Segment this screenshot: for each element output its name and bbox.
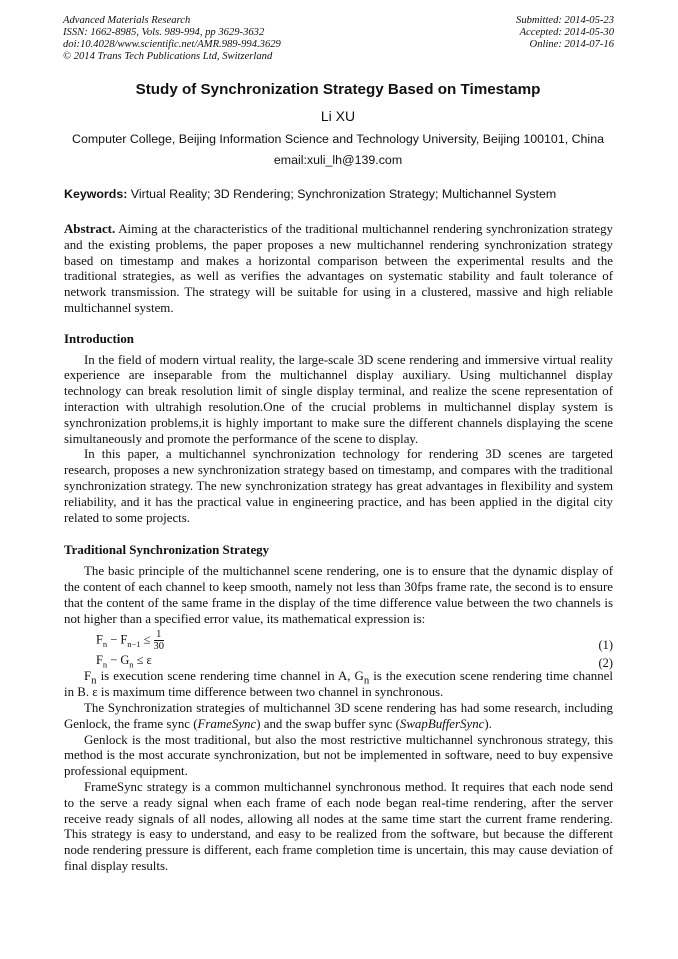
issn-line: ISSN: 1662-8985, Vols. 989-994, pp 3629-3632 — [63, 27, 265, 38]
equation-1 — [64, 627, 613, 651]
submission-dates — [516, 15, 614, 51]
abstract — [64, 222, 613, 317]
keywords — [64, 187, 624, 202]
traditional-paragraph-5: FrameSync strategy is a common multichannel synchronous method. It requires that each node send to the serve a ready signal when each frame of each node began real-time rendering, after the server receive ready signals of all nodes, allowing all nodes at the same time start the current frame rendering. This strategy is easy to understand, and easy to be realized from the software, but because the different node rendering pressure is different, each frame completion time is uncertain, this may cause deviation of final display results. — [64, 779, 613, 873]
traditional-paragraph-3: The Synchronization strategies of multichannel 3D scene rendering has had some research, including Genlock, the frame sync (FrameSync) and the swap buffer sync (SwapBufferSync). — [64, 700, 613, 731]
submitted-date: Submitted: 2014-05-23 — [516, 15, 614, 26]
traditional-paragraph-4: Genlock is the most traditional, but also the most restrictive multichannel synchronous strategy, this method is the most accurate synchronization, but not be implemented in software, need to buy expensive professional equipment. — [64, 732, 613, 779]
fraction: $\frac{1}{30}$ — [153, 629, 165, 653]
doi-line: doi:10.4028/www.scientific.net/AMR.989-994.3629 — [63, 39, 281, 50]
online-date: Online: 2014-07-16 — [529, 39, 614, 50]
intro-paragraph-1: In the field of modern virtual reality, the large-scale 3D scene rendering and immersive virtual reality experience are inseparable from the multichannel display auxiliary. Using multichannel display technology can break resolution limit of single display terminal, and realize the scene representation of interaction with ultrahigh resolution.One of the crucial problems in multichannel display system is synchronization problems,it is highly important to make sure the different channels displaying the scene simultaneously and promote the performance of the scene to display. — [64, 352, 613, 446]
equation-2-expression: $F_n - G_n \le \varepsilon$ — [96, 653, 152, 670]
section-heading-traditional: Traditional Synchronization Strategy — [64, 543, 270, 558]
author-affiliation: Computer College, Beijing Information Science and Technology University, Beijing 100101, China — [72, 132, 604, 146]
author-name: Li XU — [320, 108, 356, 124]
accepted-date: Accepted: 2014-05-30 — [519, 27, 614, 38]
journal-info — [63, 15, 281, 63]
traditional-paragraph-1: The basic principle of the multichannel scene rendering, one is to ensure that the dynamic display of the content of each channel to keep smooth, namely not less than 30fps frame rate, the second is to ensure that the content of the same frame in the display of the time difference value between the two channels is not higher than a specified error value, its mathematical expression is: — [64, 564, 613, 626]
author-email: email:xuli_lh@139.com — [273, 153, 403, 167]
paper-body — [64, 222, 613, 875]
journal-name: Advanced Materials Research — [63, 15, 191, 26]
traditional-paragraph-2: $F_n$ is execution scene rendering time channel in A, $G_n$ is the execution scene rendering time channel in B. ε is maximum time difference between two channel in synchronous. — [64, 669, 613, 700]
keywords-text: Virtual Reality; 3D Rendering; Synchronization Strategy; Multichannel System — [127, 187, 557, 201]
equation-1-number: (1) — [598, 638, 613, 653]
intro-paragraph-2: In this paper, a multichannel synchronization technology for rendering 3D scenes are targeted research, proposes a new synchronization strategy based on timestamp, and compares with the traditional synchronization strategy. The new synchronization strategy has great advantages in flexibility and system reliability, and it has the practical value in engineering practice, and has been applied in the digital city related to some projects. — [64, 447, 613, 525]
equation-2-number: (2) — [598, 656, 613, 671]
equation-2 — [64, 651, 613, 669]
copyright-line: © 2014 Trans Tech Publications Ltd, Switzerland — [63, 51, 273, 62]
equation-1-expression: $F_n - F_{n-1}$ ≤ $\frac{1}{30}$ — [96, 629, 165, 653]
section-heading-introduction: Introduction — [64, 331, 134, 346]
abstract-text: Aiming at the characteristics of the traditional multichannel rendering synchronization strategy and the existing problems, the paper proposes a new multichannel rendering synchronization strategy based on timestamp and makes a horizontal comparison between the experimental results and the traditional strategies, as well as verifies the advantages on systematic stability and fault tolerance of network transmission. The strategy will be suitable for using in a clustered, massive and high reliable multichannel system. — [64, 222, 613, 315]
keywords-label: Keywords: — [64, 187, 128, 201]
abstract-label: Abstract. — [64, 222, 116, 236]
paper-title: Study of Synchronization Strategy Based on Timestamp — [135, 81, 541, 98]
